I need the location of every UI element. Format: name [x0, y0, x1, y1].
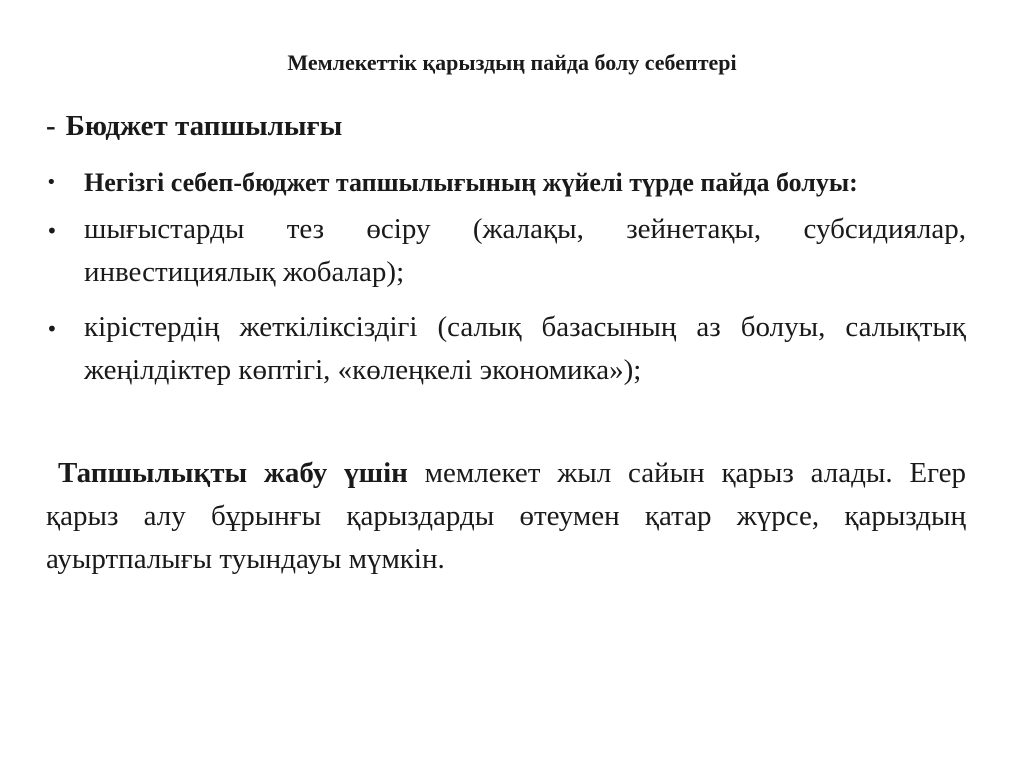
bullet-item-expenditures: [46, 208, 966, 294]
bullet-marker: •: [46, 317, 58, 341]
closing-lead: Тапшылықты жабу үшін: [58, 457, 408, 489]
bullet-marker: •: [46, 172, 57, 193]
bullet-item-main-cause: [46, 164, 966, 202]
bullet-text: Негізгі себеп-бюджет тапшылығының жүйелі түрде пайда болуы:: [84, 168, 858, 197]
bullet-list: [46, 164, 966, 404]
slide-title: Мемлекеттік қарыздың пайда болу себептері: [287, 50, 737, 75]
closing-paragraph: [46, 452, 966, 581]
section-heading: [46, 108, 342, 144]
heading-text: Бюджет тапшылығы: [65, 110, 343, 142]
closing-rest: мемлекет жыл сайын қарыз алады. Егер қарыз алу бұрынғы қарыздарды өтеумен қатар жүрсе, қарыздың ауыртпалығы туындауы мүмкін.: [46, 457, 966, 575]
bullet-item-revenues: [46, 306, 966, 392]
bullet-text: кірістердің жеткіліксіздігі (салық базасының аз болуы, салықтық жеңілдіктер көптігі, «көлеңкелі экономика»);: [84, 311, 966, 386]
heading-dash: -: [46, 110, 56, 142]
bullet-text: шығыстарды тез өсіру (жалақы, зейнетақы, субсидиялар, инвестициялық жобалар);: [84, 213, 966, 288]
bullet-marker: •: [46, 219, 58, 243]
